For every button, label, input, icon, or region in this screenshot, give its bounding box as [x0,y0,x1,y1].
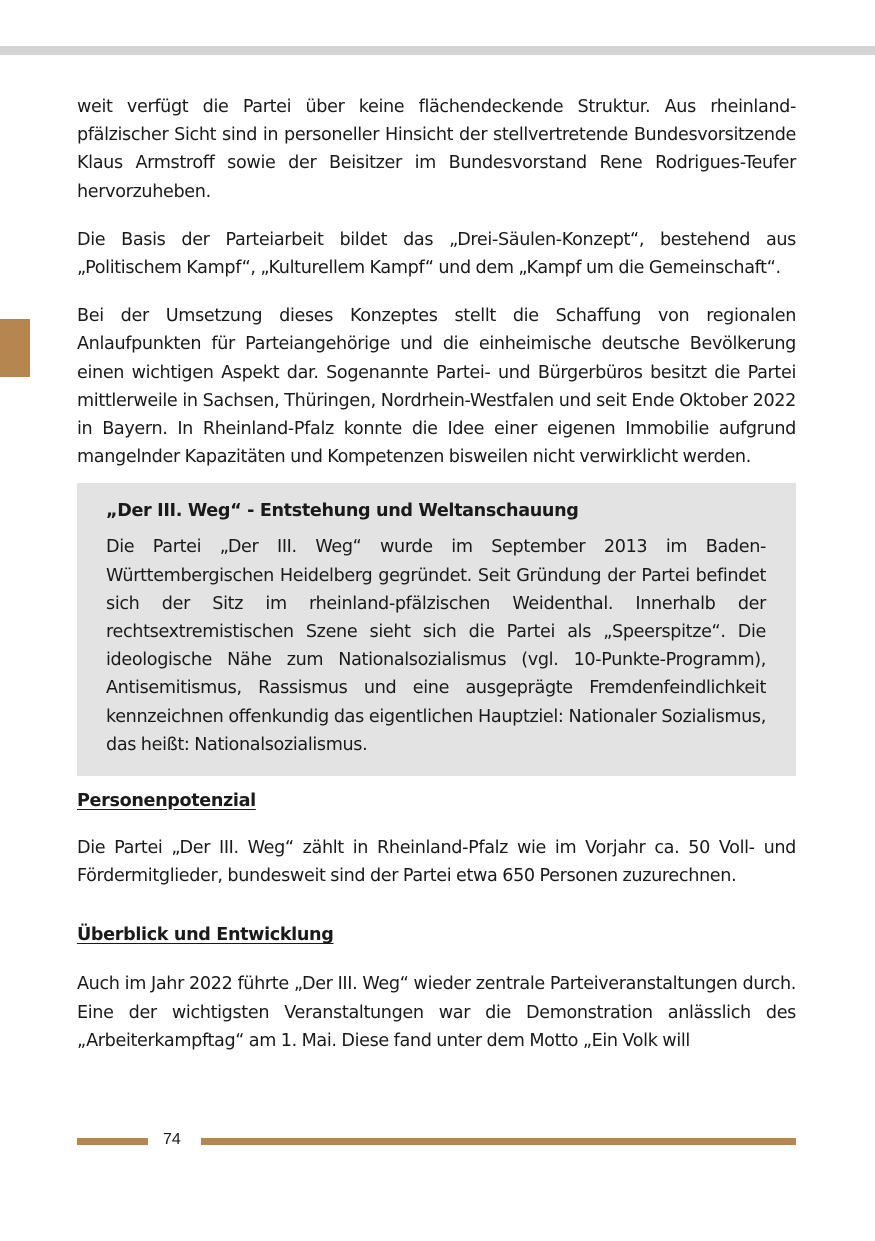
footer-bar-right [201,1138,796,1145]
info-box [77,483,796,776]
footer-bar-left [77,1138,148,1145]
paragraph-personenpotenzial: Die Partei „Der III. Weg“ zählt in Rheinland-Pfalz wie im Vorjahr ca. 50 Voll- und Fördermitglieder, bundesweit sind der Partei etwa 650 Personen zuzurechnen. [77,838,796,887]
heading-personenpotenzial: Personenpotenzial [77,791,256,812]
paragraph-struktur: weit verfügt die Partei über keine flächendeckende Struktur. Aus rheinland-pfälzischer Sicht sind in personeller Hinsicht der stellvertretende Bundesvorsitzende Klaus Armstroff sowie der Beisitzer im Bundesvorstand Rene Rodrigues-Teufer hervorzuheben. [77,97,796,202]
page-content [77,93,796,1055]
page-number: 74 [163,1131,181,1148]
info-box-text: Die Partei „Der III. Weg“ wurde im September 2013 im Baden-Württembergischen Heidelberg gegründet. Seit Gründung der Partei befindet sich der Sitz im rheinland-pfälzischen Weidenthal. Innerhalb der rechtsextremistischen Szene sieht sich die Partei als „Speerspitze“. Die ideologische Nähe zum Nationalsozialismus (vgl. 10-Punkte-Programm), Antisemitismus, Rassismus und eine ausgeprägte Fremdenfeindlichkeit kennzeichnen offenkundig das eigentlichen Hauptziel: Nationaler Sozialismus, das heißt: Nationalsozialismus. [106,537,766,755]
paragraph-ueberblick: Auch im Jahr 2022 führte „Der III. Weg“ wieder zentrale Parteiveranstaltungen durch. Eine der wichtigsten Veranstaltungen war die Demonstration anlässlich des „Arbeiterkampftag“ am 1. Mai. Diese fand unter dem Motto „Ein Volk will [77,974,796,1051]
heading-ueberblick: Überblick und Entwicklung [77,925,334,946]
chapter-tab-marker [0,319,30,377]
paragraph-anlaufpunkte: Bei der Umsetzung dieses Konzeptes stellt die Schaffung von regionalen Anlaufpunkten für Parteiangehörige und die einheimische deutsche Bevölkerung einen wichtigen Aspekt dar. Sogenannte Partei- und Bürgerbüros besitzt die Partei mittlerweile in Sachsen, Thüringen, Nordrhein-Westfalen und seit Ende Oktober 2022 in Bayern. In Rheinland-Pfalz konnte die Idee einer eigenen Immobilie aufgrund mangelnder Kapazitäten und Kompetenzen bisweilen nicht verwirklicht werden. [77,306,796,468]
top-rule [0,46,875,55]
page-footer [77,1126,796,1156]
paragraph-drei-saeulen: Die Basis der Parteiarbeit bildet das „Drei-Säulen-Konzept“, bestehend aus „Politischem Kampf“, „Kulturellem Kampf“ und dem „Kampf um die Gemeinschaft“. [77,229,796,279]
info-box-title: „Der III. Weg“ - Entstehung und Weltanschauung [106,501,579,522]
